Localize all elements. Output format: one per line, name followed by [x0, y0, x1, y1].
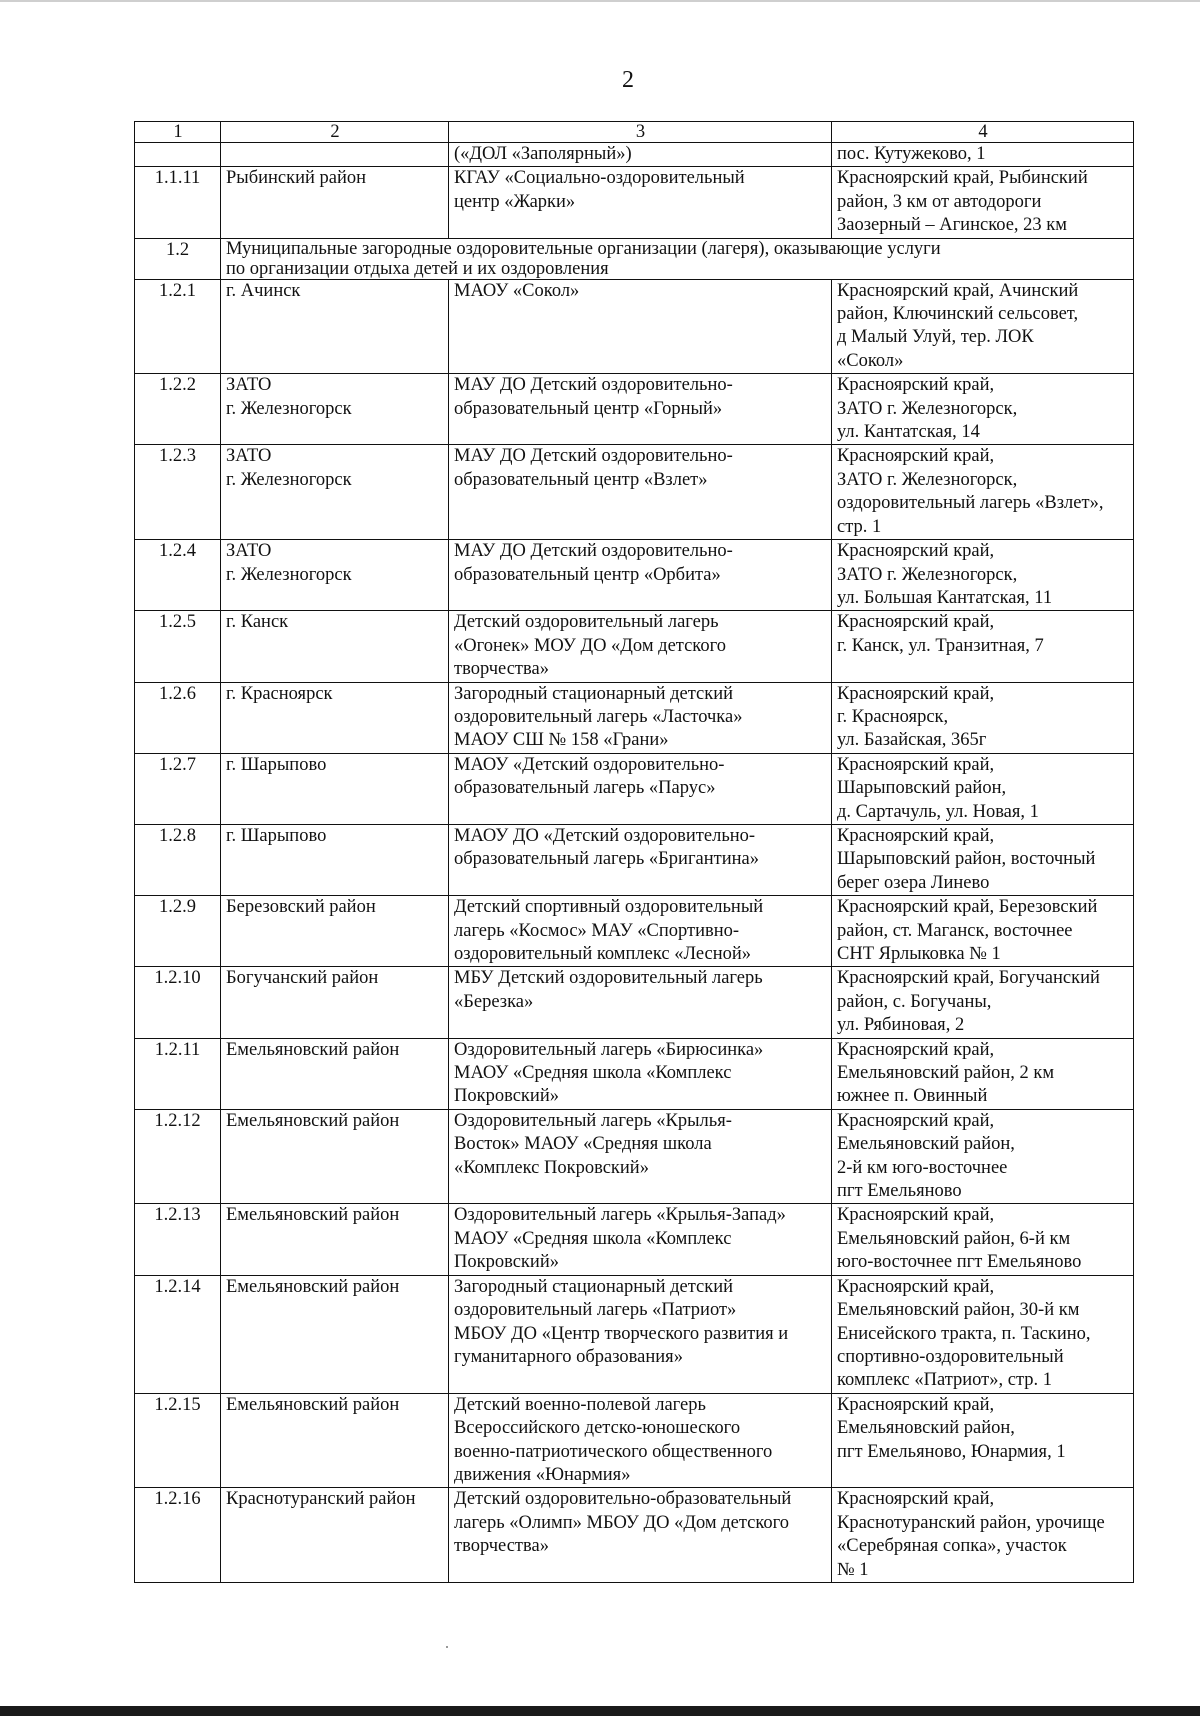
- address-cell-line: Красноярский край,: [837, 375, 995, 396]
- row-number: 1.2.13: [135, 1204, 221, 1275]
- organization-cell: [449, 167, 832, 238]
- address-cell: [832, 1204, 1134, 1275]
- organization-cell-line: «Комплекс Покровский»: [454, 1157, 649, 1178]
- address-cell-line: пос. Кутужеково, 1: [837, 144, 986, 164]
- region-cell: [221, 682, 449, 753]
- region-cell-line: г. Шарыпово: [226, 825, 327, 846]
- address-cell-line: район, 3 км от автодороги: [837, 191, 1042, 212]
- address-cell-line: Емельяновский район, 6-й км: [837, 1228, 1071, 1249]
- table-row: [135, 682, 1134, 753]
- address-cell-line: Красноярский край,: [837, 612, 995, 633]
- address-cell-line: Красноярский край,: [837, 825, 995, 846]
- region-cell: [221, 445, 449, 540]
- address-cell-line: Красноярский край,: [837, 446, 995, 467]
- organization-cell: [449, 1204, 832, 1275]
- organization-cell-line: лагерь «Олимп» МБОУ ДО «Дом детского: [454, 1512, 790, 1533]
- address-cell-line: Красноярский край,: [837, 1205, 995, 1226]
- row-number: 1.2.12: [135, 1109, 221, 1204]
- table-row: [135, 1275, 1134, 1393]
- address-cell: [832, 1038, 1134, 1109]
- row-number: 1.2.6: [135, 682, 221, 753]
- region-cell-line: Богучанский район: [226, 968, 379, 989]
- region-cell: [221, 1109, 449, 1204]
- organization-cell: [449, 374, 832, 445]
- row-number: 1.2.8: [135, 824, 221, 895]
- column-header-4: 4: [832, 122, 1134, 143]
- region-cell-line: ЗАТО: [226, 446, 272, 467]
- organization-cell: [449, 1488, 832, 1583]
- region-cell: [221, 611, 449, 682]
- address-cell-line: Красноярский край, Богучанский: [837, 968, 1100, 989]
- address-cell-line: пгт Емельяново: [837, 1181, 962, 1202]
- organization-cell-line: МАОУ СШ № 158 «Грани»: [454, 730, 669, 751]
- address-cell-line: г. Красноярск,: [837, 706, 949, 727]
- row-number: 1.1.11: [135, 167, 221, 238]
- address-cell-line: Красноярский край,: [837, 1489, 995, 1510]
- row-number: 1.2.4: [135, 540, 221, 611]
- address-cell-line: стр. 1: [837, 516, 882, 537]
- organization-cell-line: лагерь «Космос» МАУ «Спортивно-: [454, 920, 740, 941]
- region-cell-line: Краснотуранский район: [226, 1489, 416, 1510]
- row-number: 1.2.3: [135, 445, 221, 540]
- column-header-2: 2: [221, 122, 449, 143]
- row-number: 1.2.16: [135, 1488, 221, 1583]
- region-cell-line: г. Красноярск: [226, 683, 333, 704]
- row-number: 1.2.7: [135, 753, 221, 824]
- address-cell: [832, 167, 1134, 238]
- section-number: 1.2: [135, 238, 221, 279]
- address-cell-line: Емельяновский район,: [837, 1134, 1015, 1155]
- section-title-line: по организации отдыха детей и их оздоровления: [226, 258, 609, 279]
- address-cell-line: г. Канск, ул. Транзитная, 7: [837, 635, 1044, 656]
- region-cell-line: Рыбинский район: [226, 168, 367, 189]
- table-row: [135, 753, 1134, 824]
- address-cell-line: берег озера Линево: [837, 872, 990, 893]
- region-cell-line: Емельяновский район: [226, 1205, 400, 1226]
- organization-cell-line: Детский спортивный оздоровительный: [454, 897, 764, 918]
- address-cell-line: ЗАТО г. Железногорск,: [837, 469, 1018, 490]
- address-cell-line: Красноярский край, Ачинский: [837, 280, 1079, 301]
- address-cell: [832, 279, 1134, 374]
- scan-speck: [446, 1646, 448, 1648]
- region-cell: [221, 1275, 449, 1393]
- row-number: 1.2.10: [135, 967, 221, 1038]
- address-cell-line: д. Сартачуль, ул. Новая, 1: [837, 801, 1039, 822]
- region-cell-line: Березовский район: [226, 897, 376, 918]
- table-row: [135, 279, 1134, 374]
- organization-cell-line: («ДОЛ «Заполярный»): [454, 144, 632, 164]
- organization-cell-line: Детский оздоровительно-образовательный: [454, 1489, 792, 1510]
- row-number: 1.2.2: [135, 374, 221, 445]
- region-cell-line: ЗАТО: [226, 541, 272, 562]
- address-cell-line: район, Ключинский сельсовет,: [837, 304, 1079, 325]
- address-cell-line: спортивно-оздоровительный: [837, 1346, 1064, 1367]
- organization-cell-line: Покровский»: [454, 1252, 559, 1273]
- address-cell-line: ЗАТО г. Железногорск,: [837, 398, 1018, 419]
- table-row: [135, 1488, 1134, 1583]
- table-row: [135, 167, 1134, 238]
- address-cell-line: ул. Базайская, 365г: [837, 730, 987, 751]
- column-header-1: 1: [135, 122, 221, 143]
- organization-cell-line: МАУ ДО Детский оздоровительно-: [454, 541, 733, 562]
- organization-cell-line: творчества»: [454, 659, 549, 680]
- table-row: [135, 824, 1134, 895]
- table-row: [135, 1038, 1134, 1109]
- region-cell-line: г. Канск: [226, 612, 289, 633]
- address-cell-line: СНТ Ярлыковка № 1: [837, 944, 1001, 964]
- table-row: [135, 967, 1134, 1038]
- address-cell-line: Емельяновский район, 30-й км: [837, 1300, 1080, 1321]
- organization-cell-line: МАОУ «Детский оздоровительно-: [454, 754, 725, 775]
- region-cell: [221, 1488, 449, 1583]
- address-cell-line: ул. Кантатская, 14: [837, 422, 980, 443]
- organization-cell-line: военно-патриотического общественного: [454, 1441, 773, 1462]
- region-cell-line: г. Шарыпово: [226, 754, 327, 775]
- organization-cell: [449, 143, 832, 167]
- address-cell-line: Емельяновский район, 2 км: [837, 1063, 1055, 1084]
- organization-cell: [449, 1275, 832, 1393]
- address-cell: [832, 682, 1134, 753]
- region-cell-line: г. Железногорск: [226, 564, 352, 585]
- table-row: [135, 540, 1134, 611]
- organization-cell-line: Детский оздоровительный лагерь: [454, 612, 719, 633]
- organization-cell-line: Восток» МАОУ «Средняя школа: [454, 1134, 712, 1155]
- address-cell: [832, 1393, 1134, 1488]
- region-cell: [221, 143, 449, 167]
- region-cell-line: Емельяновский район: [226, 1039, 400, 1060]
- region-cell-line: Емельяновский район: [226, 1394, 400, 1415]
- address-cell-line: Красноярский край, Рыбинский: [837, 168, 1088, 189]
- address-cell-line: Красноярский край,: [837, 1039, 995, 1060]
- region-cell-line: ЗАТО: [226, 375, 272, 396]
- address-cell: [832, 143, 1134, 167]
- address-cell-line: Краснотуранский район, урочище: [837, 1512, 1105, 1533]
- region-cell: [221, 374, 449, 445]
- organization-cell: [449, 540, 832, 611]
- organization-cell-line: образовательный лагерь «Бригантина»: [454, 849, 759, 870]
- address-cell: [832, 896, 1134, 967]
- address-cell-line: Заозерный – Агинское, 23 км: [837, 215, 1067, 236]
- table-row: [135, 445, 1134, 540]
- organization-cell-line: образовательный центр «Горный»: [454, 398, 723, 419]
- region-cell: [221, 896, 449, 967]
- table-row: [135, 1393, 1134, 1488]
- top-scan-edge: [0, 0, 1200, 2]
- table-row: [135, 374, 1134, 445]
- address-cell: [832, 540, 1134, 611]
- address-cell-line: пгт Емельяново, Юнармия, 1: [837, 1441, 1066, 1462]
- organization-cell-line: творчества»: [454, 1536, 549, 1557]
- region-cell: [221, 540, 449, 611]
- organization-cell-line: КГАУ «Социально-оздоровительный: [454, 168, 745, 189]
- address-cell-line: комплекс «Патриот», стр. 1: [837, 1370, 1053, 1391]
- table-header-row: [135, 122, 1134, 143]
- organization-cell-line: МАУ ДО Детский оздоровительно-: [454, 375, 733, 396]
- address-cell-line: ЗАТО г. Железногорск,: [837, 564, 1018, 585]
- address-cell-line: Красноярский край,: [837, 541, 995, 562]
- organization-cell-line: МАОУ «Сокол»: [454, 280, 580, 301]
- organization-cell: [449, 1393, 832, 1488]
- address-cell: [832, 1275, 1134, 1393]
- address-cell: [832, 445, 1134, 540]
- organization-cell-line: центр «Жарки»: [454, 191, 576, 212]
- organization-cell: [449, 753, 832, 824]
- organization-cell: [449, 279, 832, 374]
- region-cell: [221, 1204, 449, 1275]
- row-number: 1.2.15: [135, 1393, 221, 1488]
- table-body: [135, 143, 1134, 1583]
- organization-cell: [449, 1109, 832, 1204]
- address-cell-line: 2-й км юго-восточнее: [837, 1157, 1008, 1178]
- address-cell-line: южнее п. Овинный: [837, 1086, 988, 1107]
- organization-cell-line: движения «Юнармия»: [454, 1464, 631, 1485]
- address-cell-line: Шарыповский район,: [837, 778, 1007, 799]
- organization-cell: [449, 445, 832, 540]
- section-title: [221, 238, 1134, 279]
- address-cell-line: д Малый Улуй, тер. ЛОК: [837, 327, 1034, 348]
- region-cell-line: Емельяновский район: [226, 1276, 400, 1297]
- address-cell-line: Енисейского тракта, п. Таскино,: [837, 1323, 1091, 1344]
- organization-cell: [449, 611, 832, 682]
- organization-cell-line: оздоровительный лагерь «Патриот»: [454, 1300, 737, 1321]
- organization-cell-line: МАУ ДО Детский оздоровительно-: [454, 446, 733, 467]
- table-row: [135, 611, 1134, 682]
- section-row: [135, 238, 1134, 279]
- organization-cell-line: МБУ Детский оздоровительный лагерь: [454, 968, 763, 989]
- address-cell-line: Красноярский край,: [837, 683, 995, 704]
- organization-cell-line: Покровский»: [454, 1086, 559, 1107]
- page-number: 2: [622, 67, 634, 93]
- row-number: 1.2.14: [135, 1275, 221, 1393]
- organization-cell: [449, 896, 832, 967]
- address-cell-line: «Серебряная сопка», участок: [837, 1536, 1067, 1557]
- table-row: [135, 143, 1134, 167]
- region-cell: [221, 1038, 449, 1109]
- row-number: [135, 143, 221, 167]
- address-cell: [832, 611, 1134, 682]
- address-cell-line: Красноярский край, Березовский: [837, 897, 1098, 918]
- address-cell-line: Красноярский край,: [837, 1394, 995, 1415]
- table-row: [135, 1109, 1134, 1204]
- bottom-scan-edge: [0, 1706, 1200, 1716]
- address-cell-line: Емельяновский район,: [837, 1418, 1015, 1439]
- address-cell-line: «Сокол»: [837, 350, 904, 371]
- region-cell-line: г. Железногорск: [226, 398, 352, 419]
- address-cell-line: № 1: [837, 1559, 869, 1580]
- organization-cell-line: Оздоровительный лагерь «Бирюсинка»: [454, 1039, 764, 1060]
- address-cell-line: Красноярский край,: [837, 1110, 995, 1131]
- region-cell: [221, 824, 449, 895]
- address-cell-line: Шарыповский район, восточный: [837, 849, 1096, 870]
- region-cell: [221, 967, 449, 1038]
- address-cell: [832, 374, 1134, 445]
- region-cell: [221, 167, 449, 238]
- table-row: [135, 896, 1134, 967]
- camps-table: [134, 121, 1134, 1583]
- region-cell-line: г. Ачинск: [226, 280, 301, 301]
- organization-cell-line: Детский военно-полевой лагерь: [454, 1394, 706, 1415]
- address-cell-line: оздоровительный лагерь «Взлет»,: [837, 493, 1104, 514]
- organization-cell-line: образовательный лагерь «Парус»: [454, 778, 716, 799]
- address-cell: [832, 824, 1134, 895]
- row-number: 1.2.9: [135, 896, 221, 967]
- organization-cell-line: гуманитарного образования»: [454, 1346, 683, 1367]
- organization-cell-line: Загородный стационарный детский: [454, 683, 734, 704]
- region-cell-line: г. Железногорск: [226, 469, 352, 490]
- organization-cell-line: образовательный центр «Орбита»: [454, 564, 721, 585]
- organization-cell-line: Загородный стационарный детский: [454, 1276, 734, 1297]
- address-cell-line: Красноярский край,: [837, 1276, 995, 1297]
- organization-cell-line: МАОУ «Средняя школа «Комплекс: [454, 1063, 732, 1084]
- row-number: 1.2.11: [135, 1038, 221, 1109]
- address-cell-line: ул. Рябиновая, 2: [837, 1015, 965, 1036]
- organization-cell-line: МАОУ «Средняя школа «Комплекс: [454, 1228, 732, 1249]
- organization-cell-line: «Березка»: [454, 991, 534, 1012]
- region-cell: [221, 279, 449, 374]
- address-cell-line: юго-восточнее пгт Емельяново: [837, 1252, 1082, 1273]
- address-cell-line: район, с. Богучаны,: [837, 991, 992, 1012]
- organization-cell-line: оздоровительный лагерь «Ласточка»: [454, 706, 743, 727]
- organization-cell-line: «Огонек» МОУ ДО «Дом детского: [454, 635, 726, 656]
- row-number: 1.2.5: [135, 611, 221, 682]
- region-cell: [221, 753, 449, 824]
- organization-cell-line: МБОУ ДО «Центр творческого развития и: [454, 1323, 789, 1344]
- address-cell: [832, 967, 1134, 1038]
- organization-cell-line: Всероссийского детско-юношеского: [454, 1418, 741, 1439]
- region-cell: [221, 1393, 449, 1488]
- organization-cell-line: МАОУ ДО «Детский оздоровительно-: [454, 825, 756, 846]
- table-row: [135, 1204, 1134, 1275]
- address-cell-line: ул. Большая Кантатская, 11: [837, 587, 1053, 608]
- row-number: 1.2.1: [135, 279, 221, 374]
- region-cell-line: Емельяновский район: [226, 1110, 400, 1131]
- organization-cell: [449, 1038, 832, 1109]
- organization-cell-line: Оздоровительный лагерь «Крылья-: [454, 1110, 732, 1131]
- column-header-3: 3: [449, 122, 832, 143]
- organization-cell: [449, 967, 832, 1038]
- section-title-line: Муниципальные загородные оздоровительные организации (лагеря), оказывающие услуги: [226, 238, 941, 259]
- organization-cell-line: оздоровительный комплекс «Лесной»: [454, 944, 752, 964]
- organization-cell: [449, 682, 832, 753]
- organization-cell-line: образовательный центр «Взлет»: [454, 469, 708, 490]
- address-cell: [832, 1109, 1134, 1204]
- organization-cell-line: Оздоровительный лагерь «Крылья-Запад»: [454, 1205, 786, 1226]
- address-cell-line: район, ст. Маганск, восточнее: [837, 920, 1073, 941]
- address-cell: [832, 1488, 1134, 1583]
- address-cell: [832, 753, 1134, 824]
- organization-cell: [449, 824, 832, 895]
- address-cell-line: Красноярский край,: [837, 754, 995, 775]
